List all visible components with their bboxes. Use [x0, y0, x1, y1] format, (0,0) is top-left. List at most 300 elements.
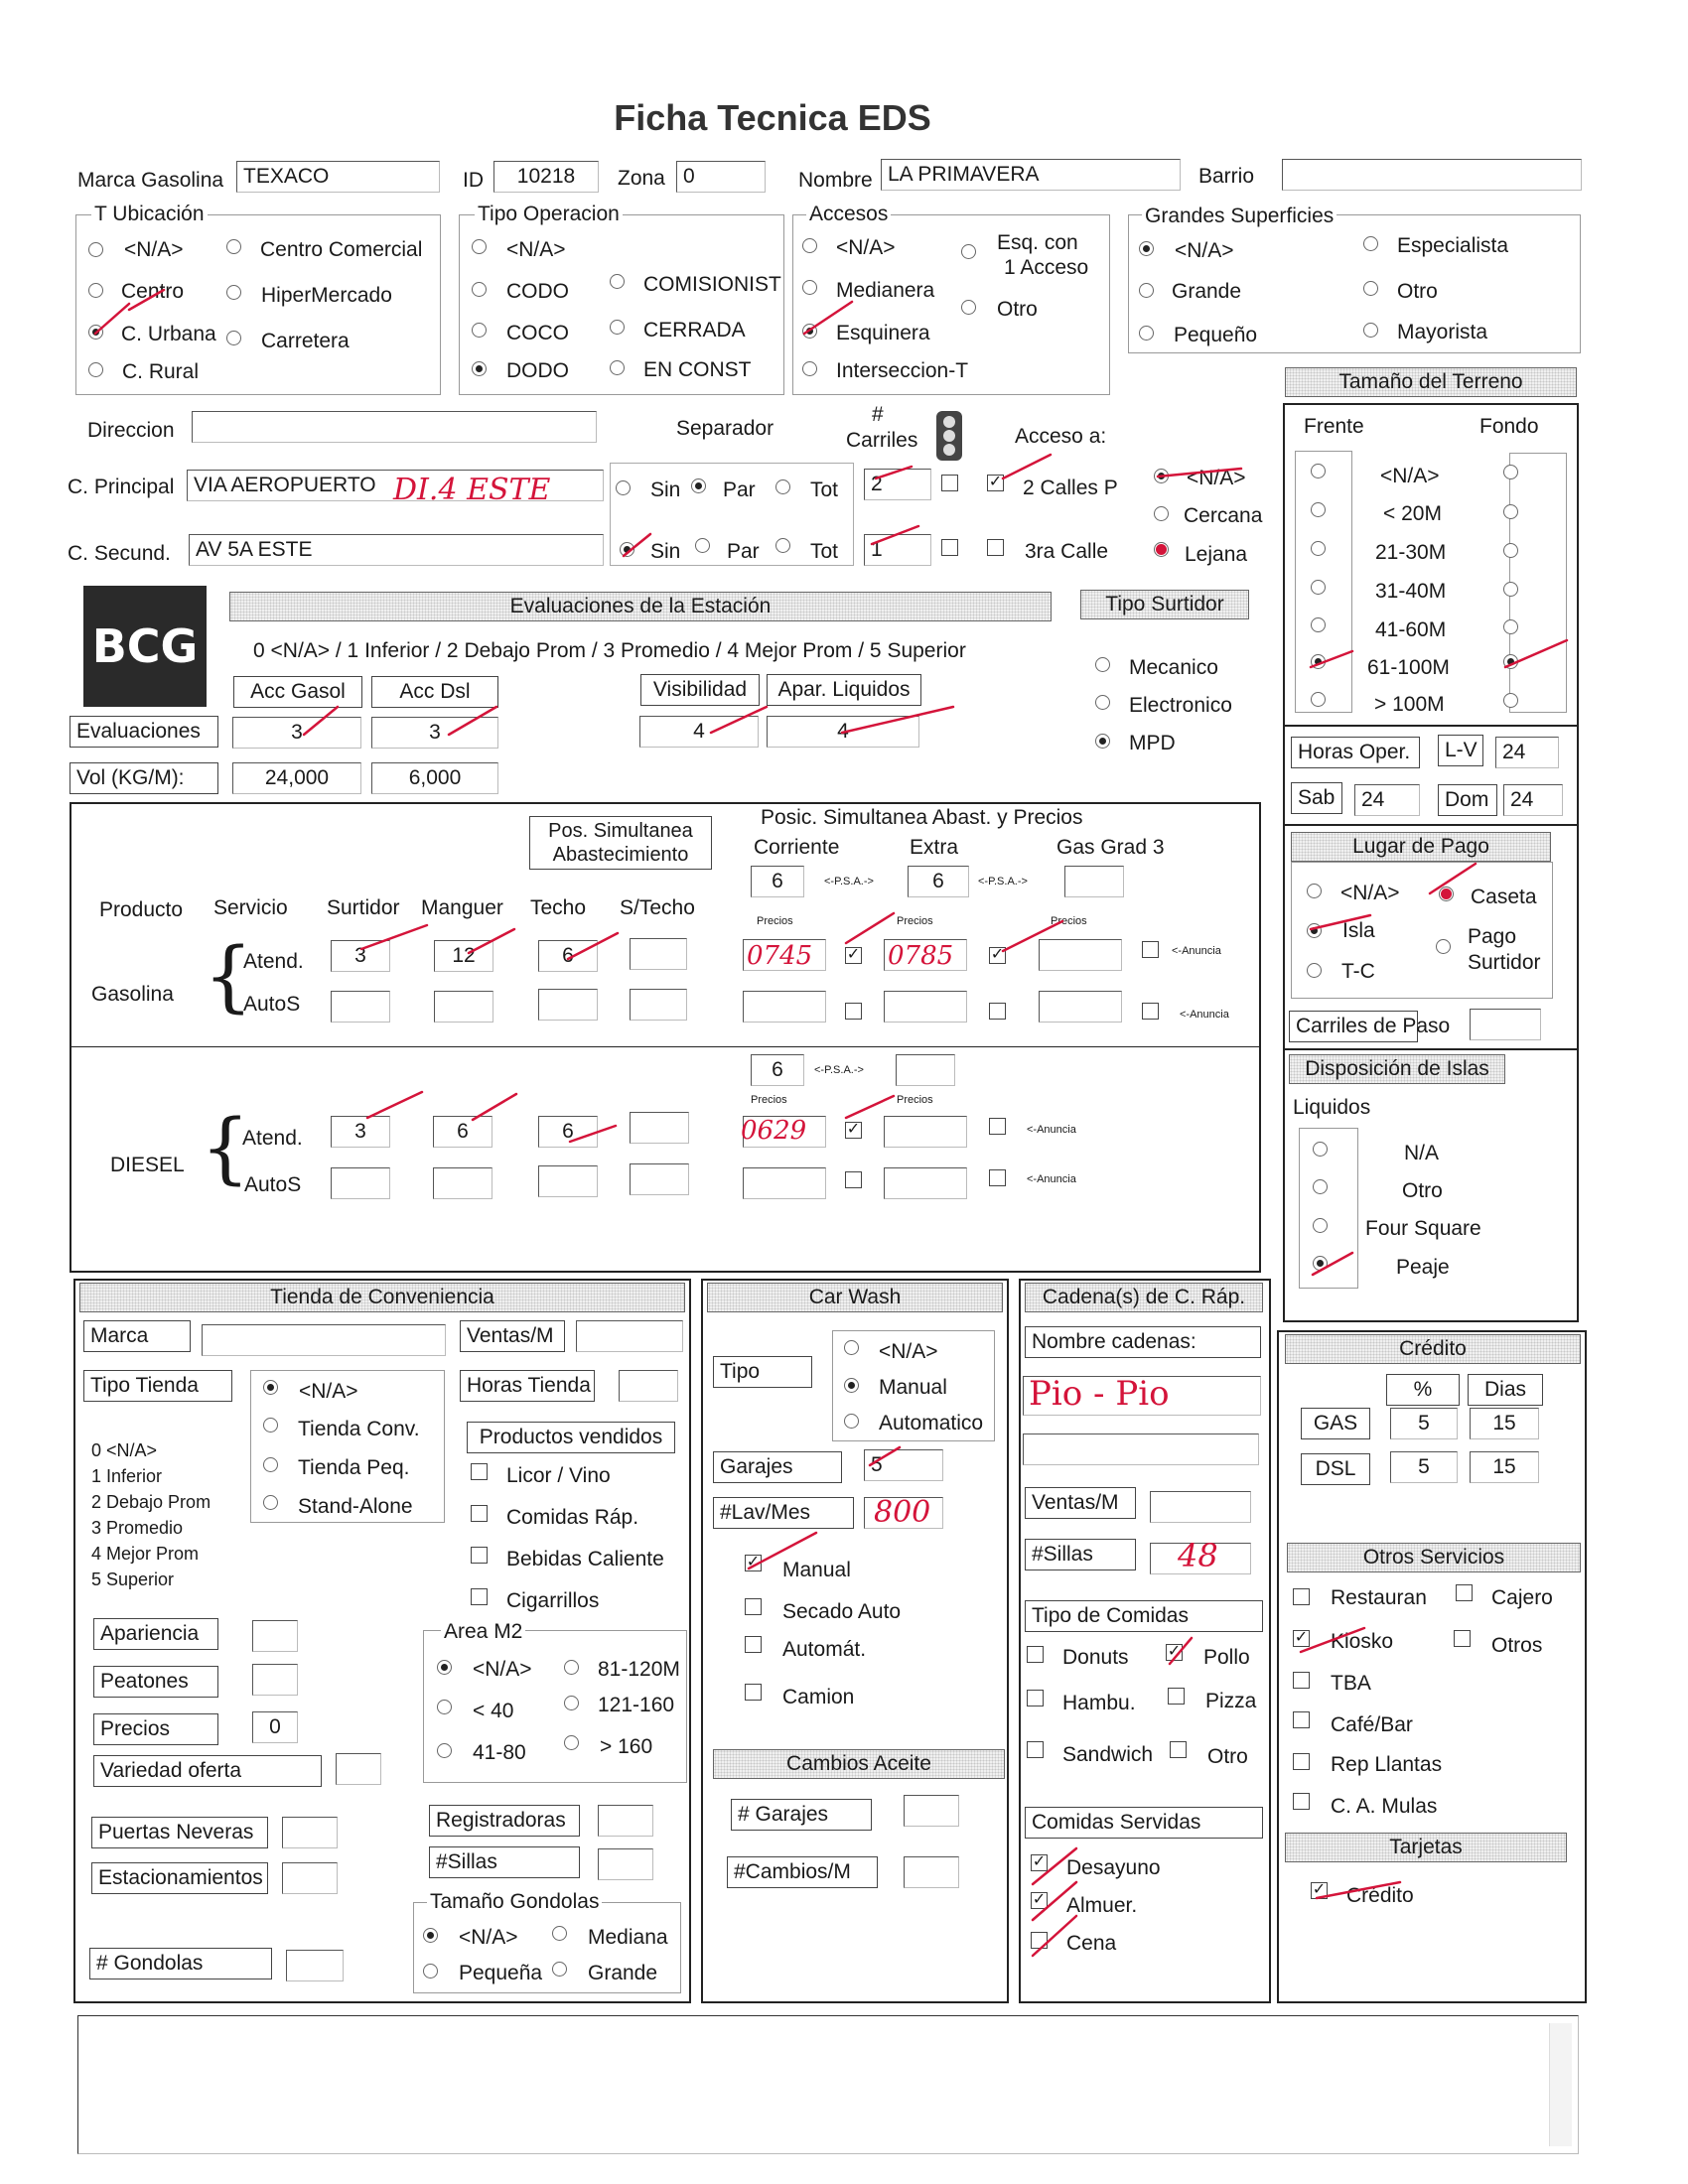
ubicacion-radio-urbana[interactable]: [88, 325, 103, 340]
acceso-radio-cercana[interactable]: [1154, 506, 1169, 521]
islas-option-otro: Otro: [1402, 1179, 1443, 1202]
carwash-garajes-field[interactable]: 5: [864, 1449, 943, 1481]
barrio-label: Barrio: [1198, 165, 1255, 188]
principal-sep-par[interactable]: [691, 478, 706, 493]
gasolina-anuncia-grad3[interactable]: [1142, 941, 1159, 958]
diesel-atend-stecho[interactable]: [630, 1112, 689, 1144]
accesos-option-esquinera: Esquinera: [836, 322, 930, 344]
terreno-option-21-30: 21-30M: [1375, 541, 1447, 564]
frente-radio-20[interactable]: [1311, 502, 1326, 517]
accesos-radio-interseccion[interactable]: [802, 361, 817, 376]
num-gondolas-label: # Gondolas: [89, 1948, 272, 1979]
fondo-group: [1509, 453, 1567, 713]
grandes-option-especialista: Especialista: [1397, 234, 1509, 257]
gasolina-autos-manguer[interactable]: [434, 991, 493, 1023]
diesel-autos-precio-2[interactable]: [884, 1167, 967, 1199]
area-radio-81-120[interactable]: [564, 1660, 579, 1675]
ubicacion-radio-rural[interactable]: [88, 362, 103, 377]
comida-otro-check[interactable]: [1170, 1741, 1187, 1758]
area-option-na: <N/A>: [473, 1658, 532, 1681]
pago-divider: [1285, 1048, 1577, 1050]
carwash-radio-na[interactable]: [844, 1340, 859, 1355]
gasolina-autos-stecho[interactable]: [630, 989, 687, 1021]
aceite-header: Cambios Aceite: [713, 1749, 1005, 1779]
diesel-pos-field-2[interactable]: [896, 1054, 955, 1086]
diesel-autos-techo[interactable]: [538, 1165, 598, 1197]
variedad-field[interactable]: [336, 1753, 381, 1785]
pago-radio-caseta[interactable]: [1439, 887, 1454, 901]
accesos-radio-esquinera[interactable]: [802, 324, 817, 339]
diesel-precio: 0629: [741, 1116, 807, 1146]
gasolina-autos-techo[interactable]: [538, 989, 598, 1021]
producto-licor-label: Licor / Vino: [506, 1464, 611, 1487]
fondo-radio-41-60[interactable]: [1503, 619, 1518, 634]
servida-almuer-check[interactable]: [1031, 1892, 1048, 1909]
puertas-field[interactable]: [282, 1817, 338, 1848]
area-radio-40[interactable]: [437, 1700, 452, 1714]
islas-group: [1299, 1128, 1358, 1289]
principal-sep-par-label: Par: [723, 478, 756, 501]
gondolas-label: Tamaño Gondolas: [427, 1890, 602, 1914]
tienda-scale-3: 3 Promedio: [91, 1518, 184, 1538]
pago-radio-surtidor[interactable]: [1436, 939, 1451, 954]
servida-cena-check[interactable]: [1031, 1932, 1048, 1949]
bcg-logo: BCG: [83, 586, 207, 707]
gasolina-brace: {: [204, 932, 253, 1022]
tipo-tienda-radio-peq[interactable]: [263, 1457, 278, 1472]
peatones-field[interactable]: [252, 1664, 298, 1696]
vol-dsl-value[interactable]: 6,000: [371, 762, 498, 794]
producto-comidas-check[interactable]: [471, 1505, 488, 1522]
carriles-paso-label: Carriles de Paso: [1289, 1011, 1418, 1042]
grandes-option-na: <N/A>: [1175, 239, 1234, 262]
marca-field[interactable]: TEXACO: [236, 161, 440, 193]
comida-sandwich-label: Sandwich: [1062, 1743, 1154, 1766]
islas-radio-four[interactable]: [1313, 1218, 1328, 1233]
comida-sandwich-check[interactable]: [1027, 1741, 1044, 1758]
gasolina-atend-label: Atend.: [243, 950, 304, 973]
principal-sep-tot[interactable]: [775, 479, 790, 494]
apar-liquidos-label: Apar. Liquidos: [767, 674, 921, 706]
tienda-ventas-field[interactable]: [576, 1320, 683, 1352]
gasolina-autos-anuncia-3[interactable]: [1142, 1003, 1159, 1020]
tarjetas-header: Tarjetas: [1285, 1833, 1567, 1862]
terreno-option-31-40: 31-40M: [1375, 580, 1447, 603]
otros-kiosko-label: Kiosko: [1331, 1630, 1394, 1653]
operacion-radio-enconst[interactable]: [610, 360, 625, 375]
pago-radio-tc[interactable]: [1307, 963, 1322, 978]
islas-option-na: N/A: [1404, 1142, 1440, 1164]
diesel-pos-field[interactable]: 6: [751, 1054, 804, 1086]
comida-donuts-check[interactable]: [1027, 1646, 1044, 1663]
evaluaciones-header: Evaluaciones de la Estación: [229, 592, 1052, 621]
diesel-precio-2[interactable]: [884, 1116, 967, 1148]
carwash-camion-check[interactable]: [745, 1684, 762, 1701]
pago-option-surtidor: Surtidor: [1468, 951, 1541, 974]
cadena-nombre-label: Nombre cadenas:: [1025, 1326, 1261, 1358]
apariencia-field[interactable]: [252, 1620, 298, 1652]
diesel-psa-label: <-P.S.A.->: [814, 1064, 864, 1076]
gondolas-option-pequena: Pequeña: [459, 1962, 543, 1984]
islas-radio-otro[interactable]: [1313, 1179, 1328, 1194]
accesos-option-interseccion: Interseccion-T: [836, 359, 969, 382]
estacionamientos-label: Estacionamientos: [91, 1862, 268, 1894]
notes-textarea[interactable]: [77, 2015, 1579, 2154]
gasolina-precio-grad3[interactable]: [1039, 939, 1122, 971]
operacion-radio-codo[interactable]: [472, 282, 487, 297]
producto-licor-check[interactable]: [471, 1463, 488, 1480]
frente-label: Frente: [1304, 415, 1364, 438]
registradoras-label: Registradoras: [429, 1805, 580, 1837]
islas-header: Disposición de Islas: [1289, 1054, 1505, 1084]
otros-cajero-check[interactable]: [1456, 1584, 1473, 1601]
credito-gas-dias[interactable]: 15: [1470, 1408, 1539, 1439]
vol-label: Vol (KG/M):: [70, 762, 218, 794]
carwash-option-manual: Manual: [879, 1376, 947, 1399]
grandes-label: Grandes Superficies: [1142, 205, 1336, 228]
carwash-secado-check[interactable]: [745, 1598, 762, 1615]
accesos-option-na: <N/A>: [836, 236, 896, 259]
otros-tba-check[interactable]: [1293, 1672, 1310, 1689]
area-radio-na[interactable]: [437, 1660, 452, 1675]
acc-gasol-value[interactable]: 3: [232, 717, 361, 749]
ubicacion-radio-centro[interactable]: [88, 283, 103, 298]
cadena-ventas-field[interactable]: [1150, 1491, 1251, 1523]
gasolina-anuncia-extra[interactable]: [989, 947, 1006, 964]
secund-sep-par[interactable]: [695, 538, 710, 553]
ubicacion-option-hiper: HiperMercado: [261, 284, 392, 307]
sab-field[interactable]: 24: [1354, 784, 1420, 816]
gasolina-autos-precio-1[interactable]: [743, 991, 826, 1023]
diesel-atend-surtidor[interactable]: 3: [331, 1116, 390, 1148]
comida-pollo-label: Pollo: [1203, 1646, 1250, 1669]
calles-2-check[interactable]: [987, 475, 1004, 491]
barrio-field[interactable]: [1282, 159, 1582, 191]
gasolina-atend-techo[interactable]: 6: [538, 940, 598, 972]
gondolas-radio-na[interactable]: [423, 1928, 438, 1943]
apariencia-label: Apariencia: [93, 1618, 218, 1650]
frente-radio-na[interactable]: [1311, 464, 1326, 478]
operacion-radio-coco[interactable]: [472, 323, 487, 338]
principal-semaforo-check[interactable]: [941, 475, 958, 491]
comida-hambu-label: Hambu.: [1062, 1692, 1136, 1714]
cadena-nombre-field-2[interactable]: [1023, 1433, 1259, 1465]
otros-llantas-label: Rep Llantas: [1331, 1753, 1443, 1776]
visibilidad-value[interactable]: 4: [639, 716, 759, 748]
otros-otros-check[interactable]: [1454, 1630, 1471, 1647]
col-surtidor: Surtidor: [327, 896, 400, 919]
tarjetas-credito-check[interactable]: [1311, 1882, 1328, 1899]
surtidor-radio-mecanico[interactable]: [1095, 657, 1110, 672]
sab-label: Sab: [1291, 782, 1342, 814]
terreno-option-61-100: 61-100M: [1367, 656, 1450, 679]
tipo-tienda-radio-stand[interactable]: [263, 1495, 278, 1510]
acceso-radio-lejana[interactable]: [1154, 542, 1169, 557]
id-field[interactable]: 10218: [493, 161, 599, 193]
acceso-option-lejana: Lejana: [1185, 543, 1248, 566]
carwash-option-na: <N/A>: [879, 1340, 938, 1363]
secund-carriles-field[interactable]: 1: [864, 534, 931, 566]
comida-pollo-check[interactable]: [1166, 1644, 1183, 1661]
operacion-option-coco: COCO: [506, 322, 569, 344]
nombre-field[interactable]: LA PRIMAVERA: [881, 159, 1181, 191]
islas-radio-na[interactable]: [1313, 1142, 1328, 1157]
secund-label: C. Secund.: [68, 542, 171, 565]
accesos-radio-otro[interactable]: [961, 300, 976, 315]
gondolas-option-na: <N/A>: [459, 1926, 518, 1949]
carwash-automat-check[interactable]: [745, 1636, 762, 1653]
carwash-radio-automatico[interactable]: [844, 1414, 859, 1429]
zona-field[interactable]: 0: [676, 161, 766, 193]
gasolina-autos-anuncia-2[interactable]: [989, 1003, 1006, 1020]
otros-cajero-label: Cajero: [1491, 1586, 1553, 1609]
productos-divider: [71, 1046, 1259, 1047]
carwash-header: Car Wash: [707, 1283, 1003, 1312]
carwash-manual-check[interactable]: [745, 1555, 762, 1571]
acc-dsl-value[interactable]: 3: [371, 717, 498, 749]
tarjetas-credito-label: Crédito: [1346, 1884, 1414, 1907]
surtidor-radio-mpd[interactable]: [1095, 734, 1110, 749]
comida-hambu-check[interactable]: [1027, 1690, 1044, 1706]
carwash-radio-manual[interactable]: [844, 1378, 859, 1393]
aceite-cambios-label: #Cambios/M: [727, 1856, 878, 1888]
producto-cigarrillos-label: Cigarrillos: [506, 1589, 600, 1612]
terreno-option-20: < 20M: [1383, 502, 1442, 525]
producto-bebidas-check[interactable]: [471, 1547, 488, 1564]
diesel-atend-manguer[interactable]: 6: [433, 1116, 492, 1148]
principal-sep-sin[interactable]: [616, 480, 631, 495]
gondolas-radio-grande[interactable]: [552, 1962, 567, 1977]
diesel-autos-precio-1[interactable]: [743, 1167, 826, 1199]
fondo-radio-31-40[interactable]: [1503, 582, 1518, 597]
fondo-radio-61-100[interactable]: [1503, 654, 1518, 669]
grandes-option-pequeno: Pequeño: [1174, 324, 1258, 346]
estacionamientos-field[interactable]: [282, 1862, 338, 1894]
horas-tienda-field[interactable]: [619, 1370, 678, 1402]
diesel-anuncia-2[interactable]: [989, 1118, 1006, 1135]
gasolina-anuncia-corriente[interactable]: [845, 947, 862, 964]
terreno-option-na: <N/A>: [1380, 465, 1440, 487]
pos-corriente-field[interactable]: 6: [751, 866, 804, 897]
comida-pizza-check[interactable]: [1168, 1688, 1185, 1705]
tienda-sillas-field[interactable]: [598, 1848, 653, 1880]
credito-dsl-label: DSL: [1301, 1453, 1370, 1485]
credito-dsl-pct[interactable]: 5: [1390, 1451, 1458, 1483]
producto-cigarrillos-check[interactable]: [471, 1588, 488, 1605]
secund-sep-sin[interactable]: [620, 542, 634, 557]
calles-3-check[interactable]: [987, 539, 1004, 556]
direccion-field[interactable]: [192, 411, 597, 443]
tienda-scale-4: 4 Mejor Prom: [91, 1544, 200, 1564]
operacion-radio-cerrada[interactable]: [610, 320, 625, 335]
carwash-lav-label: #Lav/Mes: [713, 1497, 854, 1529]
precios-field[interactable]: 0: [252, 1711, 298, 1743]
acceso-option-na: <N/A>: [1187, 467, 1246, 489]
accesos-radio-na[interactable]: [802, 238, 817, 253]
carwash-manual-label: Manual: [782, 1559, 851, 1581]
diesel-autos-stecho[interactable]: [630, 1163, 689, 1195]
operacion-radio-dodo[interactable]: [472, 361, 487, 376]
ubicacion-radio-carretera[interactable]: [226, 331, 241, 345]
dom-field[interactable]: 24: [1503, 784, 1563, 816]
gasolina-autos-precio-3[interactable]: [1039, 991, 1122, 1023]
secund-sep-sin-label: Sin: [650, 540, 681, 563]
gasolina-autos-surtidor[interactable]: [331, 991, 390, 1023]
gondolas-radio-mediana[interactable]: [552, 1926, 567, 1941]
diesel-atend-label: Atend.: [242, 1127, 303, 1150]
fondo-radio-20[interactable]: [1503, 504, 1518, 519]
grade-extra-label: Extra: [910, 836, 959, 859]
diesel-anuncia-1[interactable]: [845, 1122, 862, 1139]
grandes-radio-otro[interactable]: [1363, 281, 1378, 296]
pos-extra-field[interactable]: 6: [908, 866, 969, 897]
frente-radio-21-30[interactable]: [1311, 541, 1326, 556]
precios-label-2: Precios: [897, 915, 933, 927]
credito-pct-label: %: [1386, 1374, 1460, 1406]
tipo-tienda-radio-na[interactable]: [263, 1380, 278, 1395]
islas-sub-label: Liquidos: [1293, 1096, 1371, 1119]
area-radio-41-80[interactable]: [437, 1743, 452, 1758]
diesel-atend-techo[interactable]: 6: [538, 1116, 598, 1148]
col-manguer: Manguer: [421, 896, 503, 919]
area-radio-160[interactable]: [564, 1735, 579, 1750]
nombre-label: Nombre: [798, 169, 873, 192]
credito-gas-label: GAS: [1301, 1408, 1370, 1439]
frente-radio-41-60[interactable]: [1311, 617, 1326, 632]
fondo-radio-21-30[interactable]: [1503, 543, 1518, 558]
grandes-radio-na[interactable]: [1139, 241, 1154, 256]
gasolina-autos-anuncia-1[interactable]: [845, 1003, 862, 1020]
accesos-radio-medianera[interactable]: [802, 280, 817, 295]
pago-radio-isla[interactable]: [1307, 923, 1322, 938]
tienda-header: Tienda de Conveniencia: [79, 1283, 685, 1312]
num-gondolas-field[interactable]: [286, 1950, 344, 1981]
diesel-autos-anuncia-1[interactable]: [845, 1171, 862, 1188]
id-label: ID: [463, 169, 484, 192]
diesel-autos-manguer[interactable]: [433, 1167, 492, 1199]
grandes-radio-especialista[interactable]: [1363, 236, 1378, 251]
grandes-option-grande: Grande: [1172, 280, 1242, 303]
principal-field[interactable]: VIA AEROPUERTO: [187, 470, 604, 501]
tipo-tienda-option-conv: Tienda Conv.: [298, 1418, 420, 1440]
ubicacion-radio-hiper[interactable]: [226, 285, 241, 300]
gasolina-atend-stecho[interactable]: [630, 938, 687, 970]
area-radio-121-160[interactable]: [564, 1696, 579, 1710]
notes-scrollbar[interactable]: [1549, 2023, 1572, 2146]
accesos-option-esq-line2: 1 Acceso: [1004, 256, 1089, 279]
comida-otro-label: Otro: [1207, 1745, 1248, 1768]
otros-header: Otros Servicios: [1287, 1543, 1581, 1572]
fondo-radio-na[interactable]: [1503, 465, 1518, 479]
credito-dsl-dias[interactable]: 15: [1470, 1451, 1539, 1483]
gasolina-atend-manguer[interactable]: 12: [434, 940, 493, 972]
frente-radio-31-40[interactable]: [1311, 580, 1326, 595]
secund-sep-tot[interactable]: [775, 538, 790, 553]
tipo-tienda-radio-conv[interactable]: [263, 1418, 278, 1433]
carwash-automat-label: Automát.: [782, 1638, 867, 1661]
gasolina-precio-extra: 0785: [888, 941, 954, 971]
ubicacion-option-carretera: Carretera: [261, 330, 350, 352]
form-title: Ficha Tecnica EDS: [614, 97, 931, 138]
terreno-option-100: > 100M: [1374, 693, 1445, 716]
pago-option-tc: T-C: [1341, 960, 1375, 983]
principal-carriles-field[interactable]: 2: [864, 469, 931, 500]
lv-field[interactable]: 24: [1495, 737, 1559, 768]
terreno-divider: [1285, 725, 1577, 727]
tipo-tienda-option-peq: Tienda Peq.: [298, 1456, 410, 1479]
marca-label: Marca Gasolina: [77, 169, 224, 192]
credito-gas-pct[interactable]: 5: [1390, 1408, 1458, 1439]
ubicacion-label: T Ubicación: [91, 203, 208, 226]
otros-llantas-check[interactable]: [1293, 1753, 1310, 1770]
ubicacion-option-na: <N/A>: [124, 238, 184, 261]
variedad-label: Variedad oferta: [93, 1755, 322, 1787]
producto-comidas-label: Comidas Ráp.: [506, 1506, 639, 1529]
fondo-radio-100[interactable]: [1503, 693, 1518, 708]
carwash-garajes-label: Garajes: [713, 1451, 842, 1483]
servida-desayuno-check[interactable]: [1031, 1854, 1048, 1871]
aceite-garajes-field[interactable]: [904, 1795, 959, 1827]
otros-kiosko-check[interactable]: [1293, 1630, 1310, 1647]
accesos-radio-esq[interactable]: [961, 244, 976, 259]
secund-field[interactable]: AV 5A ESTE: [189, 534, 604, 566]
gasolina-autos-precio-2[interactable]: [884, 991, 967, 1023]
diesel-autos-surtidor[interactable]: [331, 1167, 390, 1199]
diesel-autos-anuncia-2[interactable]: [989, 1169, 1006, 1186]
diesel-precios-label-1: Precios: [751, 1094, 787, 1106]
surtidor-radio-electronico[interactable]: [1095, 695, 1110, 710]
pos-simultanea-line1: Pos. Simultanea: [548, 820, 693, 842]
gasolina-atend-surtidor[interactable]: 3: [331, 940, 390, 972]
posic-title: Posic. Simultanea Abast. y Precios: [761, 806, 1083, 829]
pos-grad3-field[interactable]: [1064, 866, 1124, 897]
acceso-radio-na[interactable]: [1154, 469, 1169, 483]
grandes-radio-pequeno[interactable]: [1139, 326, 1154, 341]
operacion-radio-comisionist[interactable]: [610, 274, 625, 289]
operacion-option-enconst: EN CONST: [643, 358, 752, 381]
acc-gasol-label: Acc Gasol: [233, 676, 362, 708]
apar-liquidos-value[interactable]: 4: [767, 716, 919, 748]
principal-sep-tot-label: Tot: [810, 478, 839, 501]
frente-radio-61-100[interactable]: [1311, 654, 1326, 669]
gondolas-radio-pequena[interactable]: [423, 1964, 438, 1979]
aceite-cambios-field[interactable]: [904, 1856, 959, 1888]
tienda-marca-field[interactable]: [202, 1324, 446, 1356]
acc-dsl-label: Acc Dsl: [371, 676, 498, 708]
islas-radio-peaje[interactable]: [1313, 1256, 1328, 1271]
operacion-radio-na[interactable]: [472, 239, 487, 254]
operacion-option-cerrada: CERRADA: [643, 319, 746, 341]
ubicacion-radio-na[interactable]: [88, 242, 103, 257]
frente-radio-100[interactable]: [1311, 692, 1326, 707]
otros-mulas-check[interactable]: [1293, 1793, 1310, 1810]
registradoras-field[interactable]: [598, 1805, 653, 1837]
carriles-paso-field[interactable]: [1470, 1009, 1541, 1040]
grandes-option-mayorista: Mayorista: [1397, 321, 1488, 343]
productos-vendidos-header: Productos vendidos: [467, 1422, 675, 1453]
grandes-radio-mayorista[interactable]: [1363, 323, 1378, 338]
ubicacion-radio-cc[interactable]: [226, 239, 241, 254]
secund-semaforo-check[interactable]: [941, 539, 958, 556]
otros-cafe-check[interactable]: [1293, 1711, 1310, 1728]
pago-radio-na[interactable]: [1307, 884, 1322, 898]
gasolina-precio-corriente: 0745: [747, 941, 813, 971]
area-option-40: < 40: [473, 1700, 514, 1722]
otros-restauran-check[interactable]: [1293, 1588, 1310, 1605]
carwash-option-automatico: Automatico: [879, 1412, 984, 1434]
vol-gasol-value[interactable]: 24,000: [232, 762, 361, 794]
grandes-radio-grande[interactable]: [1139, 283, 1154, 298]
